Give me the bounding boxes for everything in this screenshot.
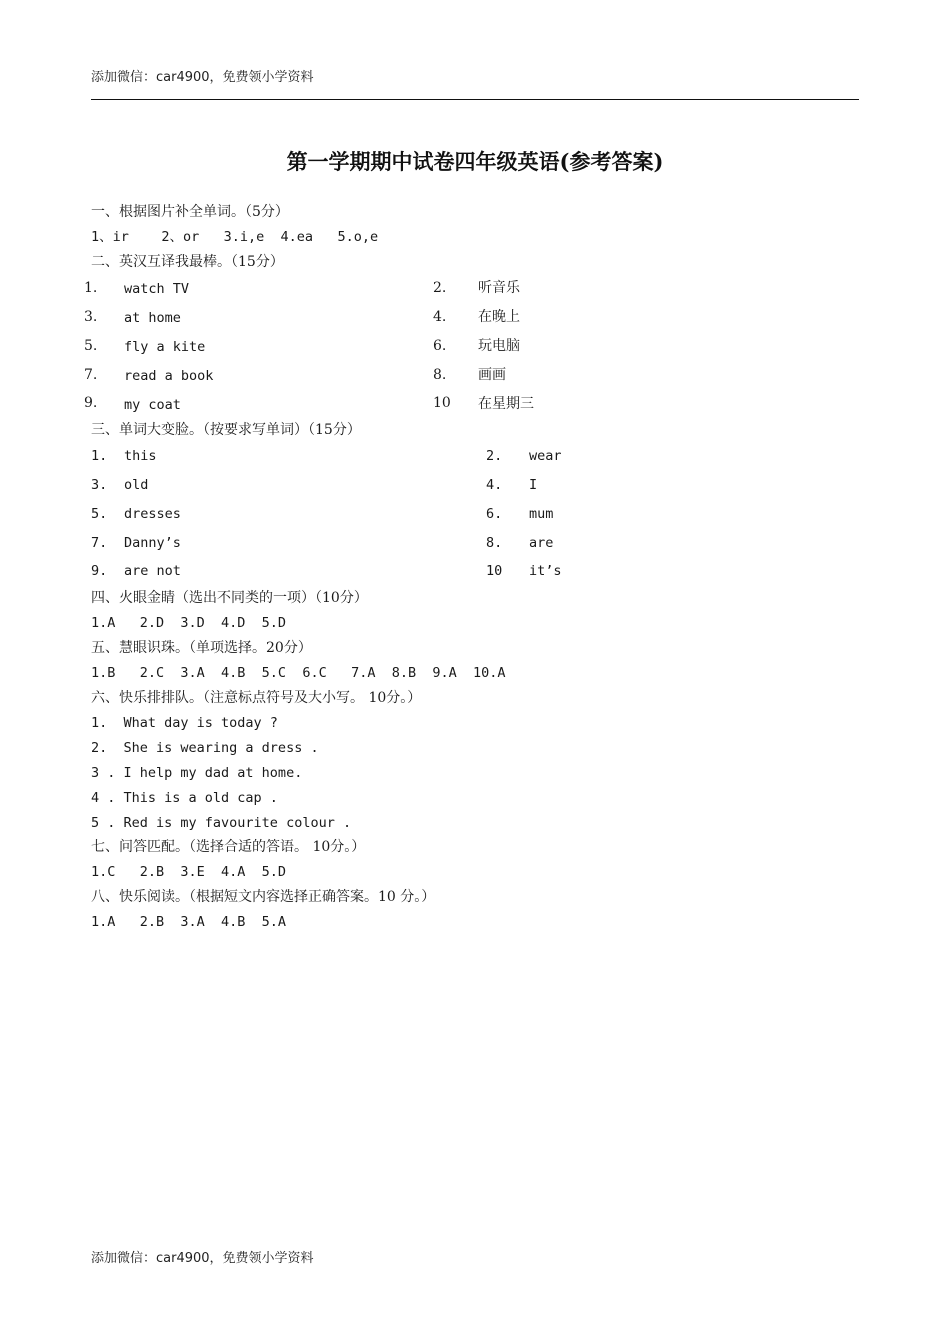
s2-row4-right-num: 8. <box>433 367 447 383</box>
section-7-answers: 1.C 2.B 3.E 4.A 5.D <box>91 864 287 880</box>
section-6-line-4: 4 . This is a old cap . <box>91 790 278 806</box>
s2-row3-right-num: 6. <box>433 338 447 354</box>
s3-row1-left: this <box>124 448 157 464</box>
section-5-answers: 1.B 2.C 3.A 4.B 5.C 6.C 7.A 8.B 9.A 10.A <box>91 665 506 681</box>
s2-row5-right: 在星期三 <box>478 396 534 412</box>
s2-row2-left: at home <box>124 310 181 326</box>
section-5-heading: 五、慧眼识珠。（单项选择。20分） <box>91 640 312 656</box>
s3-row5-left-num: 9. <box>91 563 108 579</box>
s3-row5-left: are not <box>124 563 181 579</box>
s2-row1-right: 听音乐 <box>478 280 520 296</box>
section-8-heading: 八、快乐阅读。（根据短文内容选择正确答案。10 分。） <box>91 889 436 905</box>
s3-row2-right-num: 4. <box>486 477 503 493</box>
s3-row1-left-num: 1. <box>91 448 108 464</box>
section-6-line-3: 3 . I help my dad at home. <box>91 765 303 781</box>
s2-row2-right: 在晚上 <box>478 309 520 325</box>
s2-row1-left-num: 1. <box>84 280 98 296</box>
s3-row3-left: dresses <box>124 506 181 522</box>
s2-row1-right-num: 2. <box>433 280 447 296</box>
section-1-answers: 1、ir 2、or 3.i,e 4.ea 5.o,e <box>91 229 379 245</box>
s2-row1-left: watch TV <box>124 281 190 297</box>
section-6-heading: 六、快乐排排队。（注意标点符号及大小写。 10分。） <box>91 690 422 706</box>
section-6-line-2: 2. She is wearing a dress . <box>91 740 319 756</box>
s2-row5-left-num: 9. <box>84 395 98 411</box>
s2-row4-left: read a book <box>124 368 214 384</box>
s3-row4-left: Danny’s <box>124 535 181 551</box>
s3-row2-left: old <box>124 477 149 493</box>
section-6-line-5: 5 . Red is my favourite colour . <box>91 815 352 831</box>
section-4-answers: 1.A 2.D 3.D 4.D 5.D <box>91 615 287 631</box>
s2-row4-right: 画画 <box>478 367 506 383</box>
s3-row2-left-num: 3. <box>91 477 108 493</box>
header-divider <box>91 99 859 100</box>
s3-row1-right: wear <box>529 448 562 464</box>
section-2-heading: 二、英汉互译我最棒。（15分） <box>91 254 284 270</box>
s2-row3-left-num: 5. <box>84 338 98 354</box>
page-title: 第一学期期中试卷四年级英语(参考答案) <box>286 149 664 174</box>
page-footer: 添加微信：car4900，免费领小学资料 <box>91 1251 314 1266</box>
s3-row5-right: it’s <box>529 563 562 579</box>
s3-row5-right-num: 10 <box>486 563 503 579</box>
section-4-heading: 四、火眼金睛（选出不同类的一项）（10分） <box>91 590 368 606</box>
s3-row4-right: are <box>529 535 554 551</box>
s3-row3-left-num: 5. <box>91 506 108 522</box>
s3-row1-right-num: 2. <box>486 448 503 464</box>
s2-row3-right: 玩电脑 <box>478 338 520 354</box>
s3-row3-right-num: 6. <box>486 506 503 522</box>
s2-row3-left: fly a kite <box>124 339 206 355</box>
section-7-heading: 七、问答匹配。（选择合适的答语。 10分。） <box>91 839 366 855</box>
section-6-line-1: 1. What day is today ? <box>91 715 278 731</box>
s2-row2-left-num: 3. <box>84 309 98 325</box>
section-8-answers: 1.A 2.B 3.A 4.B 5.A <box>91 914 287 930</box>
s2-row4-left-num: 7. <box>84 367 98 383</box>
s3-row4-right-num: 8. <box>486 535 503 551</box>
s2-row2-right-num: 4. <box>433 309 447 325</box>
page-header: 添加微信：car4900，免费领小学资料 <box>91 70 314 85</box>
section-1-heading: 一、根据图片补全单词。（5分） <box>91 204 289 220</box>
s2-row5-right-num: 10 <box>433 395 451 411</box>
s3-row3-right: mum <box>529 506 554 522</box>
section-3-heading: 三、单词大变脸。（按要求写单词）（15分） <box>91 422 361 438</box>
s3-row4-left-num: 7. <box>91 535 108 551</box>
s2-row5-left: my coat <box>124 397 181 413</box>
s3-row2-right: I <box>529 477 538 493</box>
